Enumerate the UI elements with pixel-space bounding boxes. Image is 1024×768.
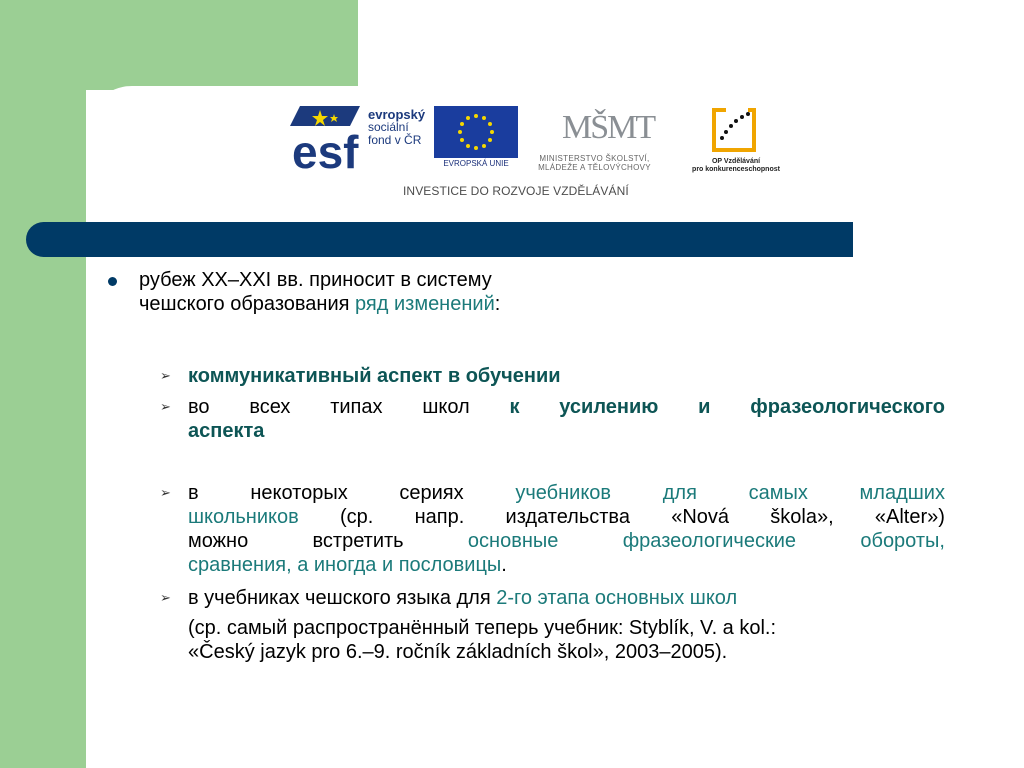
sub-bullet-2-line1	[188, 395, 945, 419]
sub-bullet-4-line1	[188, 586, 945, 610]
word: фразеологического	[750, 396, 945, 418]
arrow-bullet-icon: ➢	[160, 368, 171, 383]
word: (ср.	[339, 506, 374, 528]
word: учебников	[515, 482, 612, 504]
msmt-label-line1: MINISTERSTVO ŠKOLSTVÍ,	[539, 154, 650, 163]
highlight-text: 2-го этапа основных школ	[496, 587, 738, 609]
plain-text: в учебниках чешского языка для	[188, 587, 497, 609]
arrow-bullet-icon: ➢	[160, 485, 171, 500]
esf-text-line2: sociální	[368, 120, 409, 134]
main-bullet-colon: :	[494, 293, 501, 315]
sub-bullet-2	[188, 395, 945, 443]
sub-bullet-3-line4	[188, 553, 945, 577]
word: самых	[748, 482, 808, 504]
word: некоторых	[250, 482, 348, 504]
main-bullet-highlight: ряд изменений	[355, 293, 495, 315]
main-bullet-line1: рубеж XX–XXI вв. приносит в систему	[139, 269, 492, 291]
op-label-line1: OP Vzdělávání	[711, 158, 761, 165]
main-bullet	[139, 268, 699, 316]
word: и	[698, 396, 711, 418]
word: основные	[467, 530, 559, 552]
word: встретить	[312, 530, 404, 552]
esf-wordmark: esf	[292, 126, 359, 174]
word: младших	[859, 482, 945, 504]
main-bullet-line2: чешского образования	[139, 293, 356, 315]
word: всех	[249, 396, 291, 418]
sub-bullet-3	[188, 481, 945, 577]
word: к	[509, 396, 520, 418]
sub-bullet-3-line3	[188, 529, 945, 553]
word: усилению	[559, 396, 659, 418]
word: издательства	[505, 506, 630, 528]
word: фразеологические	[622, 530, 797, 552]
word: школьников	[188, 506, 299, 528]
op-label-line2: pro konkurenceschopnost	[692, 166, 780, 173]
word: сериях	[399, 482, 464, 504]
word: škola»,	[770, 506, 834, 528]
eu-label: EVROPSKÁ UNIE	[443, 159, 509, 168]
word: в	[188, 482, 199, 504]
word: школ	[422, 396, 470, 418]
sub-bullet-4	[188, 586, 945, 664]
word: напр.	[414, 506, 465, 528]
sub-bullet-3-line2	[188, 505, 945, 529]
word: «Nová	[671, 506, 730, 528]
bullet-dot-icon	[108, 277, 117, 286]
highlight-text: сравнения, а иногда и пословицы	[188, 554, 502, 576]
word: «Alter»)	[874, 506, 945, 528]
word: во	[188, 396, 210, 418]
word: обороты,	[860, 530, 945, 552]
msmt-mark: MŠMT	[562, 109, 655, 146]
esf-text-line3: fond v ČR	[368, 133, 422, 147]
sub-bullet-4-line3: «Český jazyk pro 6.–9. ročník základních škol», 2003–2005).	[188, 641, 728, 663]
esf-text-line1: evropský	[368, 107, 426, 122]
word: можно	[188, 530, 249, 552]
arrow-bullet-icon: ➢	[160, 590, 171, 605]
period: .	[501, 554, 507, 576]
msmt-label-line2: MLÁDEŽE A TĚLOVÝCHOVY	[538, 163, 651, 172]
sub-bullet-1: коммуникативный аспект в обучении	[188, 365, 561, 387]
word: для	[662, 482, 697, 504]
arrow-bullet-icon: ➢	[160, 399, 171, 414]
tagline: INVESTICE DO ROZVOJE VZDĚLÁVÁNÍ	[403, 184, 629, 198]
sub-bullet-4-line2: (ср. самый распространённый теперь учебник: Styblík, V. a kol.:	[188, 617, 777, 639]
sub-bullet-2-line2: аспекта	[188, 420, 265, 442]
word: типах	[330, 396, 383, 418]
sub-bullet-3-line1	[188, 481, 945, 505]
